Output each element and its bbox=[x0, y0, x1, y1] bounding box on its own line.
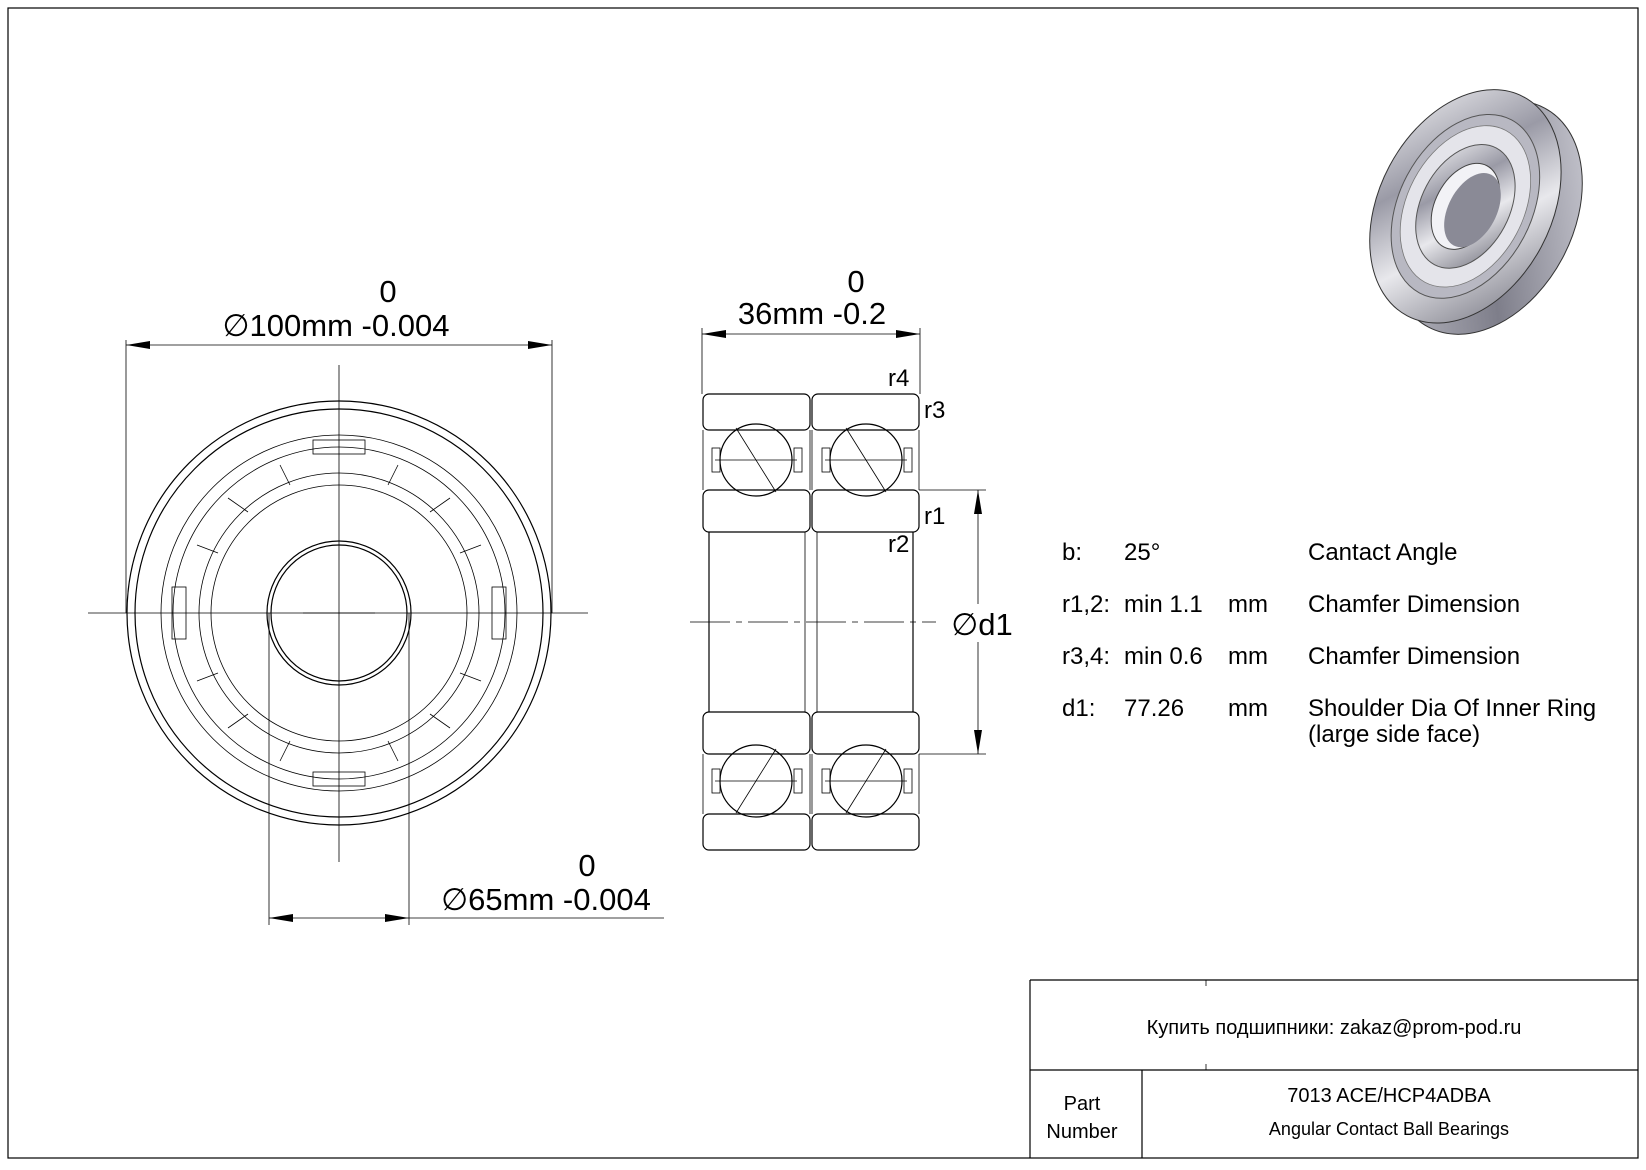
r1-label: r1 bbox=[924, 503, 946, 530]
spec-key-1: r1,2: bbox=[1062, 591, 1111, 618]
spec-key-0: b: bbox=[1062, 539, 1083, 566]
bore-diameter-label: ∅65mm -0.004 bbox=[441, 882, 651, 917]
r3-label: r3 bbox=[924, 397, 946, 424]
spec-value-2: min 0.6 bbox=[1124, 643, 1203, 670]
spec-key-3: d1: bbox=[1062, 695, 1096, 722]
spec-desc-0: Cantact Angle bbox=[1308, 539, 1458, 566]
part-number: 7013 ACE/HCP4ADBA bbox=[1287, 1085, 1491, 1107]
spec-desc-2: Chamfer Dimension bbox=[1308, 643, 1521, 670]
spec-unit-2: mm bbox=[1228, 643, 1268, 670]
spec-table bbox=[1062, 539, 1596, 748]
spec-value-1: min 1.1 bbox=[1124, 591, 1203, 618]
side-view bbox=[690, 264, 1013, 850]
spec-desc2-3: (large side face) bbox=[1308, 721, 1481, 748]
d1-label: ∅d1 bbox=[951, 607, 1013, 642]
spec-value-3: 77.26 bbox=[1124, 695, 1185, 722]
part-label-line1: Part bbox=[1063, 1093, 1101, 1115]
width-tolerance-upper: 0 bbox=[847, 264, 865, 299]
spec-desc-3: Shoulder Dia Of Inner Ring bbox=[1308, 695, 1597, 722]
bearing-3d-image bbox=[1331, 57, 1620, 368]
title-block bbox=[1030, 980, 1638, 1158]
r2-label: r2 bbox=[888, 531, 910, 558]
spec-unit-3: mm bbox=[1228, 695, 1268, 722]
outer-diameter-label: ∅100mm -0.004 bbox=[222, 308, 450, 343]
part-description: Angular Contact Ball Bearings bbox=[1268, 1119, 1510, 1139]
contact-text: Купить подшипники: zakaz@prom-pod.ru bbox=[1146, 1017, 1522, 1039]
spec-desc-1: Chamfer Dimension bbox=[1308, 591, 1521, 618]
r4-label: r4 bbox=[888, 365, 910, 392]
part-label-line2: Number bbox=[1046, 1121, 1118, 1143]
spec-unit-1: mm bbox=[1228, 591, 1268, 618]
spec-value-0: 25° bbox=[1124, 539, 1161, 566]
spec-key-2: r3,4: bbox=[1062, 643, 1111, 670]
width-label: 36mm -0.2 bbox=[737, 296, 887, 331]
front-view bbox=[88, 274, 664, 925]
bore-tolerance-upper: 0 bbox=[578, 848, 596, 883]
outer-tolerance-upper: 0 bbox=[379, 274, 397, 309]
